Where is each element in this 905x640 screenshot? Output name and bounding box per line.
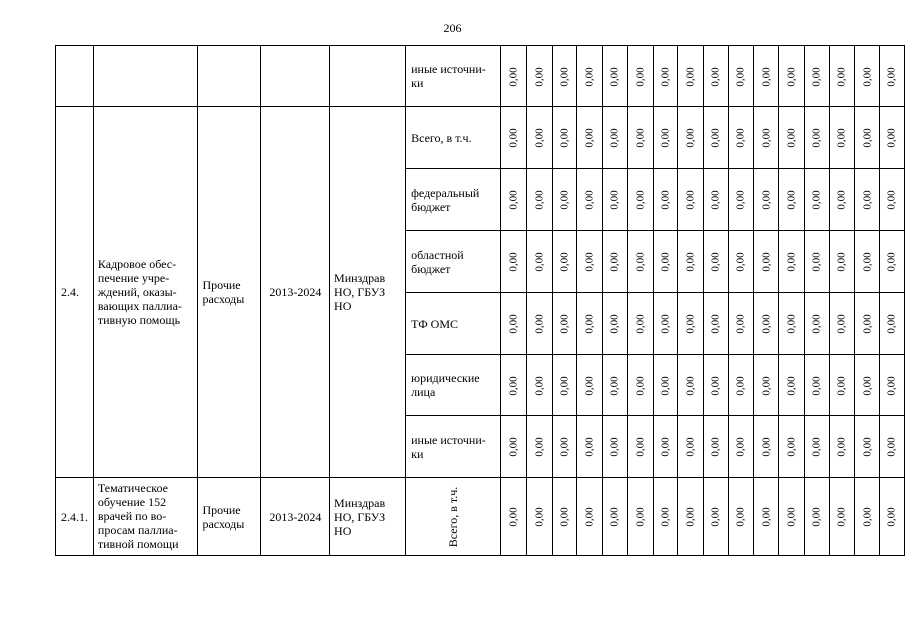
r24-regional-value-12 [779, 231, 805, 293]
value-text: 0,00 [507, 190, 520, 210]
value-text: 0,00 [659, 128, 672, 148]
value-text: 0,00 [735, 437, 748, 457]
value-text: 0,00 [709, 375, 722, 396]
source-legal: юридические лица [406, 355, 501, 416]
value-text: 0,00 [533, 437, 546, 457]
r24-tfoms-value-7 [653, 293, 678, 355]
r24-regional-value-15 [855, 231, 880, 293]
prev-other-value-3 [552, 46, 577, 107]
value-text: 0,00 [785, 128, 798, 148]
value-text: 0,00 [684, 314, 697, 334]
r24-total-value-15 [855, 107, 880, 169]
value-text: 0,00 [558, 375, 571, 396]
r24-tfoms-value-4 [577, 293, 603, 355]
r24-other-value-12 [779, 416, 805, 478]
r241-total-value-9 [703, 478, 728, 556]
value-text: 0,00 [886, 128, 899, 148]
value-text: 0,00 [760, 437, 773, 457]
value-text: 0,00 [507, 314, 520, 334]
prev-other-value-8 [678, 46, 704, 107]
value-text: 0,00 [735, 314, 748, 334]
value-text: 0,00 [835, 252, 848, 272]
value-text: 0,00 [735, 375, 748, 396]
value-text: 0,00 [684, 190, 697, 210]
expense-type: Прочие расходы [198, 478, 260, 556]
source-federal: федеральный бюджет [406, 169, 501, 231]
r24-federal-value-13 [804, 169, 829, 231]
r24-tfoms-value-12 [779, 293, 805, 355]
value-text: 0,00 [735, 507, 748, 527]
value-text: 0,00 [760, 128, 773, 148]
value-text: 0,00 [760, 375, 773, 396]
value-text: 0,00 [558, 190, 571, 210]
r24-legal-value-8 [678, 355, 704, 416]
source-total: Всего, в т.ч. [406, 107, 501, 169]
value-text: 0,00 [886, 507, 899, 527]
r24-other-value-15 [855, 416, 880, 478]
value-text: 0,00 [760, 314, 773, 334]
r24-other-value-14 [829, 416, 855, 478]
value-text: 0,00 [810, 128, 823, 148]
prev-other-value-5 [603, 46, 628, 107]
value-text: 0,00 [583, 437, 596, 457]
r241-total-value-13 [804, 478, 829, 556]
r24-regional-value-8 [678, 231, 704, 293]
value-text: 0,00 [608, 375, 621, 396]
r24-total-value-6 [627, 107, 653, 169]
prev-other-value-10 [728, 46, 754, 107]
table-row [56, 107, 905, 169]
r24-regional-value-11 [754, 231, 779, 293]
value-text: 0,00 [785, 375, 798, 396]
value-text: 0,00 [684, 375, 697, 396]
r24-tfoms-value-11 [754, 293, 779, 355]
value-text: 0,00 [709, 507, 722, 527]
value-text: 0,00 [659, 507, 672, 527]
source-regional: областной бюджет [406, 231, 501, 293]
r24-total-value-4 [577, 107, 603, 169]
r24-federal-value-12 [779, 169, 805, 231]
value-text: 0,00 [558, 314, 571, 334]
value-text: 0,00 [608, 252, 621, 272]
source-other: иные источни-ки [406, 416, 501, 478]
value-text: 0,00 [583, 375, 596, 396]
r24-federal-value-8 [678, 169, 704, 231]
r24-tfoms-value-2 [526, 293, 552, 355]
value-text: 0,00 [886, 66, 899, 87]
r241-total-value-15 [855, 478, 880, 556]
r24-tfoms-value-8 [678, 293, 704, 355]
prev-other-value-2 [526, 46, 552, 107]
value-text: 0,00 [735, 252, 748, 272]
value-text: 0,00 [507, 375, 520, 396]
r24-tfoms-value-15 [855, 293, 880, 355]
value-text: 0,00 [735, 128, 748, 148]
value-text: 0,00 [785, 507, 798, 527]
value-text: 0,00 [861, 128, 874, 148]
r24-other-value-10 [728, 416, 754, 478]
value-text: 0,00 [861, 437, 874, 457]
r24-regional-value-16 [880, 231, 905, 293]
value-text: 0,00 [760, 252, 773, 272]
program-financing-table [55, 45, 905, 556]
value-text: 0,00 [709, 128, 722, 148]
r24-other-value-8 [678, 416, 704, 478]
r24-legal-value-16 [880, 355, 905, 416]
value-text: 0,00 [659, 66, 672, 87]
r24-legal-value-7 [653, 355, 678, 416]
value-text: 0,00 [861, 66, 874, 87]
r24-tfoms-value-5 [603, 293, 628, 355]
value-text: 0,00 [886, 375, 899, 396]
event-name: Тематическое обучение 152 врачей по во-просам паллиа-тивной помощи [93, 478, 198, 556]
value-text: 0,00 [810, 66, 823, 87]
empty-cell [56, 46, 94, 107]
event-name: Кадровое обес-печение учре-ждений, оказы-вающих паллиа-тивную помощь [93, 107, 198, 478]
r24-total-value-1 [501, 107, 527, 169]
r241-total-value-16 [880, 478, 905, 556]
r24-legal-value-4 [577, 355, 603, 416]
value-text: 0,00 [785, 190, 798, 210]
value-text: 0,00 [835, 66, 848, 87]
value-text: 0,00 [608, 66, 621, 87]
r24-other-value-16 [880, 416, 905, 478]
r24-federal-value-3 [552, 169, 577, 231]
value-text: 0,00 [634, 375, 647, 396]
prev-other-value-15 [855, 46, 880, 107]
r24-other-value-3 [552, 416, 577, 478]
r24-legal-value-10 [728, 355, 754, 416]
value-text: 0,00 [608, 437, 621, 457]
r24-legal-value-12 [779, 355, 805, 416]
r241-total-value-2 [526, 478, 552, 556]
r24-other-value-9 [703, 416, 728, 478]
value-text: 0,00 [558, 252, 571, 272]
r24-other-value-11 [754, 416, 779, 478]
r24-other-value-5 [603, 416, 628, 478]
r24-other-value-7 [653, 416, 678, 478]
value-text: 0,00 [634, 507, 647, 527]
source-text: Всего, в т.ч. [446, 486, 461, 547]
r24-total-value-16 [880, 107, 905, 169]
value-text: 0,00 [533, 66, 546, 87]
expense-type: Прочие расходы [198, 107, 260, 478]
value-text: 0,00 [684, 66, 697, 87]
r24-total-value-12 [779, 107, 805, 169]
prev-other-value-16 [880, 46, 905, 107]
r241-total-value-3 [552, 478, 577, 556]
empty-cell [260, 46, 329, 107]
value-text: 0,00 [634, 128, 647, 148]
value-text: 0,00 [886, 190, 899, 210]
prev-other-value-4 [577, 46, 603, 107]
r24-federal-value-9 [703, 169, 728, 231]
value-text: 0,00 [507, 437, 520, 457]
value-text: 0,00 [886, 314, 899, 334]
value-text: 0,00 [533, 190, 546, 210]
value-text: 0,00 [810, 375, 823, 396]
executor: Минздрав НО, ГБУЗ НО [330, 107, 406, 478]
source-total [406, 478, 501, 556]
value-text: 0,00 [684, 507, 697, 527]
value-text: 0,00 [533, 252, 546, 272]
value-text: 0,00 [785, 66, 798, 87]
value-text: 0,00 [684, 252, 697, 272]
r24-tfoms-value-6 [627, 293, 653, 355]
value-text: 0,00 [810, 437, 823, 457]
r24-total-value-2 [526, 107, 552, 169]
r24-federal-value-14 [829, 169, 855, 231]
value-text: 0,00 [533, 507, 546, 527]
r241-total-value-5 [603, 478, 628, 556]
empty-cell [198, 46, 260, 107]
value-text: 0,00 [634, 252, 647, 272]
r24-legal-value-15 [855, 355, 880, 416]
source-tfoms: ТФ ОМС [406, 293, 501, 355]
value-text: 0,00 [583, 190, 596, 210]
r241-total-value-6 [627, 478, 653, 556]
r24-tfoms-value-10 [728, 293, 754, 355]
prev-other-value-7 [653, 46, 678, 107]
row-number: 2.4.1. [56, 478, 94, 556]
value-text: 0,00 [634, 190, 647, 210]
r241-total-value-7 [653, 478, 678, 556]
r24-tfoms-value-16 [880, 293, 905, 355]
r241-total-value-8 [678, 478, 704, 556]
r24-legal-value-2 [526, 355, 552, 416]
r24-legal-value-11 [754, 355, 779, 416]
r241-total-value-4 [577, 478, 603, 556]
r24-regional-value-3 [552, 231, 577, 293]
r24-regional-value-9 [703, 231, 728, 293]
r24-federal-value-10 [728, 169, 754, 231]
r24-other-value-13 [804, 416, 829, 478]
r24-federal-value-6 [627, 169, 653, 231]
r24-federal-value-1 [501, 169, 527, 231]
value-text: 0,00 [760, 66, 773, 87]
r24-legal-value-6 [627, 355, 653, 416]
value-text: 0,00 [659, 190, 672, 210]
prev-other-value-14 [829, 46, 855, 107]
value-text: 0,00 [835, 375, 848, 396]
value-text: 0,00 [659, 375, 672, 396]
value-text: 0,00 [533, 314, 546, 334]
r24-tfoms-value-14 [829, 293, 855, 355]
value-text: 0,00 [507, 252, 520, 272]
r24-regional-value-1 [501, 231, 527, 293]
r24-legal-value-13 [804, 355, 829, 416]
r24-federal-value-2 [526, 169, 552, 231]
value-text: 0,00 [861, 375, 874, 396]
r24-legal-value-9 [703, 355, 728, 416]
period: 2013-2024 [260, 107, 329, 478]
prev-other-value-1 [501, 46, 527, 107]
r24-legal-value-1 [501, 355, 527, 416]
r241-total-value-11 [754, 478, 779, 556]
r24-total-value-11 [754, 107, 779, 169]
value-text: 0,00 [785, 437, 798, 457]
value-text: 0,00 [583, 314, 596, 334]
r24-legal-value-14 [829, 355, 855, 416]
value-text: 0,00 [533, 375, 546, 396]
value-text: 0,00 [583, 507, 596, 527]
value-text: 0,00 [558, 437, 571, 457]
r241-total-value-12 [779, 478, 805, 556]
r241-total-value-14 [829, 478, 855, 556]
value-text: 0,00 [608, 128, 621, 148]
value-text: 0,00 [659, 314, 672, 334]
empty-cell [93, 46, 198, 107]
value-text: 0,00 [684, 437, 697, 457]
value-text: 0,00 [835, 507, 848, 527]
value-text: 0,00 [558, 66, 571, 87]
r24-federal-value-7 [653, 169, 678, 231]
period: 2013-2024 [260, 478, 329, 556]
value-text: 0,00 [861, 507, 874, 527]
value-text: 0,00 [507, 507, 520, 527]
r241-total-value-1 [501, 478, 527, 556]
r24-federal-value-16 [880, 169, 905, 231]
value-text: 0,00 [886, 437, 899, 457]
value-text: 0,00 [785, 314, 798, 334]
r24-other-value-1 [501, 416, 527, 478]
value-text: 0,00 [760, 190, 773, 210]
r24-total-value-13 [804, 107, 829, 169]
value-text: 0,00 [583, 128, 596, 148]
value-text: 0,00 [709, 66, 722, 87]
r24-legal-value-5 [603, 355, 628, 416]
r24-tfoms-value-1 [501, 293, 527, 355]
value-text: 0,00 [684, 128, 697, 148]
value-text: 0,00 [810, 507, 823, 527]
r24-regional-value-6 [627, 231, 653, 293]
r24-regional-value-2 [526, 231, 552, 293]
r24-regional-value-5 [603, 231, 628, 293]
value-text: 0,00 [861, 190, 874, 210]
prev-other-value-13 [804, 46, 829, 107]
r24-tfoms-value-3 [552, 293, 577, 355]
value-text: 0,00 [533, 128, 546, 148]
value-text: 0,00 [709, 314, 722, 334]
r241-total-value-10 [728, 478, 754, 556]
r24-federal-value-11 [754, 169, 779, 231]
value-text: 0,00 [861, 252, 874, 272]
r24-regional-value-4 [577, 231, 603, 293]
prev-other-value-6 [627, 46, 653, 107]
value-text: 0,00 [634, 437, 647, 457]
value-text: 0,00 [785, 252, 798, 272]
r24-tfoms-value-9 [703, 293, 728, 355]
value-text: 0,00 [835, 437, 848, 457]
value-text: 0,00 [558, 128, 571, 148]
value-text: 0,00 [634, 66, 647, 87]
value-text: 0,00 [507, 66, 520, 87]
value-text: 0,00 [583, 66, 596, 87]
value-text: 0,00 [835, 128, 848, 148]
r24-other-value-4 [577, 416, 603, 478]
value-text: 0,00 [861, 314, 874, 334]
value-text: 0,00 [810, 190, 823, 210]
page-number: 206 [443, 21, 462, 35]
executor: Минздрав НО, ГБУЗ НО [330, 478, 406, 556]
value-text: 0,00 [507, 128, 520, 148]
r24-regional-value-7 [653, 231, 678, 293]
r24-regional-value-10 [728, 231, 754, 293]
r24-legal-value-3 [552, 355, 577, 416]
value-text: 0,00 [835, 314, 848, 334]
value-text: 0,00 [634, 314, 647, 334]
r24-total-value-7 [653, 107, 678, 169]
table-row [56, 478, 905, 556]
value-text: 0,00 [735, 190, 748, 210]
value-text: 0,00 [886, 252, 899, 272]
r24-federal-value-4 [577, 169, 603, 231]
r24-total-value-14 [829, 107, 855, 169]
table-row [56, 46, 905, 107]
prev-other-value-11 [754, 46, 779, 107]
r24-total-value-5 [603, 107, 628, 169]
value-text: 0,00 [835, 190, 848, 210]
value-text: 0,00 [760, 507, 773, 527]
r24-total-value-3 [552, 107, 577, 169]
value-text: 0,00 [709, 190, 722, 210]
value-text: 0,00 [810, 252, 823, 272]
value-text: 0,00 [608, 190, 621, 210]
r24-regional-value-13 [804, 231, 829, 293]
value-text: 0,00 [709, 437, 722, 457]
value-text: 0,00 [558, 507, 571, 527]
prev-other-value-9 [703, 46, 728, 107]
prev-other-value-12 [779, 46, 805, 107]
r24-total-value-9 [703, 107, 728, 169]
source-other: иные источни-ки [406, 46, 501, 107]
r24-total-value-8 [678, 107, 704, 169]
r24-tfoms-value-13 [804, 293, 829, 355]
r24-federal-value-15 [855, 169, 880, 231]
value-text: 0,00 [810, 314, 823, 334]
value-text: 0,00 [583, 252, 596, 272]
r24-federal-value-5 [603, 169, 628, 231]
r24-other-value-6 [627, 416, 653, 478]
value-text: 0,00 [735, 66, 748, 87]
value-text: 0,00 [659, 437, 672, 457]
value-text: 0,00 [709, 252, 722, 272]
r24-other-value-2 [526, 416, 552, 478]
empty-cell [330, 46, 406, 107]
value-text: 0,00 [608, 507, 621, 527]
value-text: 0,00 [608, 314, 621, 334]
r24-regional-value-14 [829, 231, 855, 293]
r24-total-value-10 [728, 107, 754, 169]
value-text: 0,00 [659, 252, 672, 272]
row-number: 2.4. [56, 107, 94, 478]
